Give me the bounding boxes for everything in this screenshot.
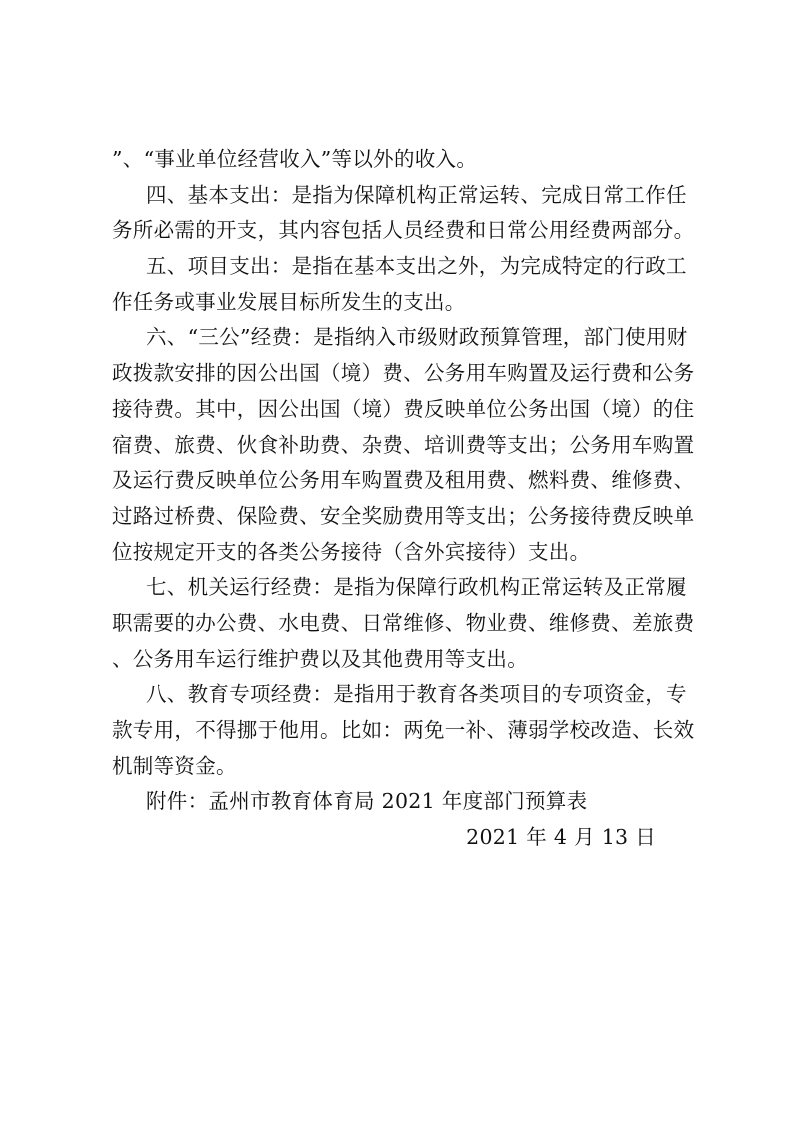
text-line: 过路过桥费、保险费、安全奖励费用等支出；公务接待费反映单 xyxy=(112,503,695,528)
document-date: 2021 年 4 月 13 日 xyxy=(466,825,656,850)
text-line: 、公务用车运行维护费以及其他费用等支出。 xyxy=(112,646,528,671)
document-body xyxy=(112,142,695,856)
paragraph-three-public-expenses-line: 六、“三公”经费：是指纳入市级财政预算管理，部门使用财 xyxy=(146,325,688,350)
text-line: ”、“事业单位经营收入”等以外的收入。 xyxy=(112,147,478,171)
text-line: 位按规定开支的各类公务接待（含外宾接待）支出。 xyxy=(112,539,591,564)
text-line: 职需要的办公费、水电费、日常维修、物业费、维修费、差旅费 xyxy=(112,610,695,635)
text-line: 款专用，不得挪于他用。比如：两免一补、薄弱学校改造、长效 xyxy=(112,718,695,742)
text-line: 务所必需的开支，其内容包括人员经费和日常公用经费两部分。 xyxy=(112,218,695,243)
paragraph-project-expenditure-line: 五、项目支出：是指在基本支出之外，为完成特定的行政工 xyxy=(146,254,687,279)
text-line: 及运行费反映单位公务用车购置费及租用费、燃料费、维修费、 xyxy=(112,468,695,493)
paragraph-operating-expenses-line: 七、机关运行经费：是指为保障行政机构正常运转及正常履 xyxy=(146,575,687,600)
paragraph-education-special-funds-line: 八、教育专项经费：是指用于教育各类项目的专项资金，专 xyxy=(146,682,687,707)
paragraph-basic-expenditure-line: 四、基本支出：是指为保障机构正常运转、完成日常工作任 xyxy=(146,182,687,207)
attachment-line: 附件：孟州市教育体育局 2021 年度部门预算表 xyxy=(146,789,588,814)
text-line: 政拨款安排的因公出国（境）费、公务用车购置及运行费和公务 xyxy=(112,361,695,386)
text-line: 宿费、旅费、伙食补助费、杂费、培训费等支出；公务用车购置 xyxy=(112,432,695,457)
text-line: 作任务或事业发展目标所发生的支出。 xyxy=(112,289,466,314)
text-line: 机制等资金。 xyxy=(112,753,237,778)
text-line: 接待费。其中，因公出国（境）费反映单位公务出国（境）的住 xyxy=(112,396,695,421)
